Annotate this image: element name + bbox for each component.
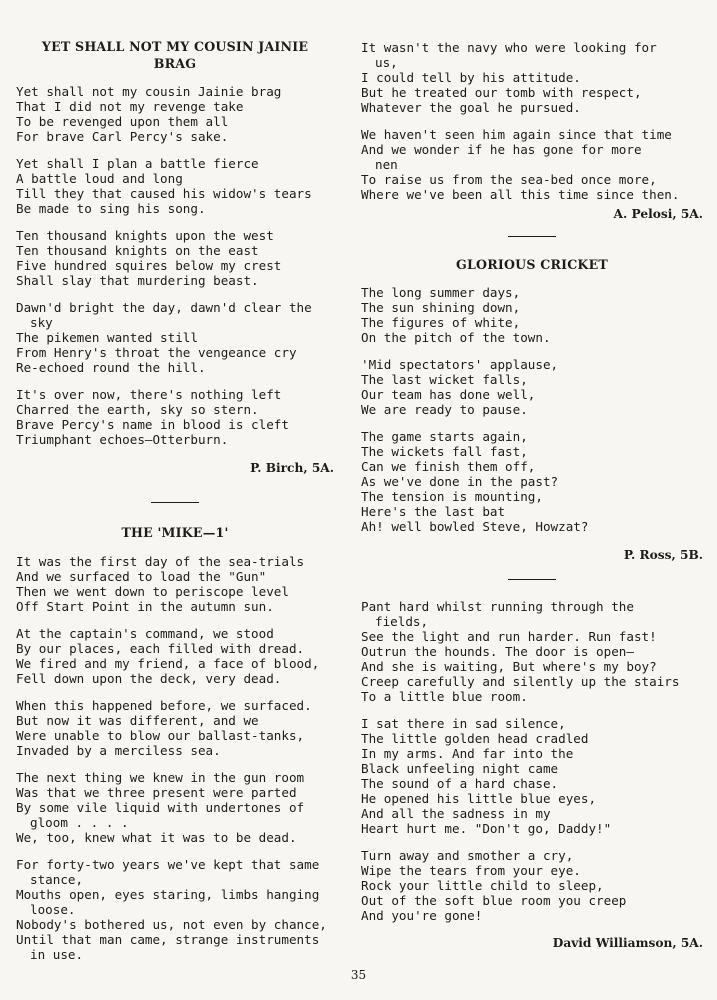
verse-line: Yet shall I plan a battle fierce xyxy=(16,156,259,171)
verse-line: nen xyxy=(375,157,398,172)
verse-line: I sat there in sad silence, xyxy=(361,716,566,731)
verse-line: Rock your little child to sleep, xyxy=(361,878,604,893)
stanza xyxy=(16,698,334,758)
verse-line: To be revenged upon them all xyxy=(16,114,229,129)
poem-title-line: YET SHALL NOT MY COUSIN JAINIE xyxy=(41,39,309,54)
verse-line: As we've done in the past? xyxy=(361,474,559,489)
verse-line: Turn away and smother a cry, xyxy=(361,848,574,863)
verse-line: I could tell by his attitude. xyxy=(361,70,581,85)
verse-line: On the pitch of the town. xyxy=(361,330,551,345)
verse-line: Then we went down to periscope level xyxy=(16,584,289,599)
poem-title: GLORIOUS CRICKET xyxy=(456,257,608,272)
verse-line: It wasn't the navy who were looking for xyxy=(361,40,657,55)
poem-author: P. Birch, 5A. xyxy=(250,461,334,475)
verse-line: Ten thousand knights on the east xyxy=(16,243,259,258)
verse-line: Wipe the tears from your eye. xyxy=(361,863,581,878)
verse-line: He opened his little blue eyes, xyxy=(361,791,597,806)
verse-line: Re-echoed round the hill. xyxy=(16,360,206,375)
verse-line: 'Mid spectators' applause, xyxy=(361,357,559,372)
stanza xyxy=(16,156,334,216)
verse-line: The next thing we knew in the gun room xyxy=(16,770,305,785)
stanza xyxy=(16,770,334,845)
poem-title xyxy=(16,38,334,72)
stanza xyxy=(361,599,703,704)
verse-line: And you're gone! xyxy=(361,908,483,923)
stanza xyxy=(16,84,334,144)
stanza xyxy=(16,554,334,614)
verse-line: Five hundred squires below my crest xyxy=(16,258,282,273)
verse-line: Triumphant echoes—Otterburn. xyxy=(16,432,229,447)
stanza xyxy=(361,127,703,202)
verse-line: Ah! well bowled Steve, Howzat? xyxy=(361,519,589,534)
verse-line: Whatever the goal he pursued. xyxy=(361,100,581,115)
verse-line: But he treated our tomb with respect, xyxy=(361,85,642,100)
verse-line: Heart hurt me. "Don't go, Daddy!" xyxy=(361,821,612,836)
verse-line: A battle loud and long xyxy=(16,171,183,186)
verse-line: Mouths open, eyes staring, limbs hanging xyxy=(16,887,320,902)
verse-line: Pant hard whilst running through the xyxy=(361,599,634,614)
verse-line: fields, xyxy=(375,614,429,629)
verse-line: Was that we three present were parted xyxy=(16,785,297,800)
verse-line: Be made to sing his song. xyxy=(16,201,206,216)
verse-line: And we wonder if he has gone for more xyxy=(361,142,642,157)
right-column xyxy=(361,0,703,951)
verse-line: The tension is mounting, xyxy=(361,489,543,504)
poem-glorious-cricket xyxy=(361,256,703,563)
verse-line: Here's the last bat xyxy=(361,504,506,519)
verse-line: The pikemen wanted still xyxy=(16,330,198,345)
verse-line: The game starts again, xyxy=(361,429,528,444)
verse-line: We haven't seen him again since that time xyxy=(361,127,672,142)
verse-line: Where we've been all this time since then. xyxy=(361,187,680,202)
section-divider xyxy=(151,502,199,503)
stanza xyxy=(361,848,703,923)
poem-mike-1-continued xyxy=(361,40,703,222)
verse-line: Fell down upon the deck, very dead. xyxy=(16,671,282,686)
verse-line: To raise us from the sea-bed once more, xyxy=(361,172,657,187)
stanza xyxy=(16,626,334,686)
verse-line: The little golden head cradled xyxy=(361,731,589,746)
poem-author: A. Pelosi, 5A. xyxy=(613,207,703,221)
verse-line: To a little blue room. xyxy=(361,689,528,704)
verse-line: Shall slay that murdering beast. xyxy=(16,273,259,288)
stanza xyxy=(361,357,703,417)
stanza xyxy=(16,857,334,962)
verse-line: We are ready to pause. xyxy=(361,402,528,417)
verse-line: It's over now, there's nothing left xyxy=(16,387,282,402)
poem-author: P. Ross, 5B. xyxy=(623,548,703,562)
page-number: 35 xyxy=(350,968,367,982)
verse-line: For forty-two years we've kept that same xyxy=(16,857,320,872)
stanza xyxy=(16,228,334,288)
left-column xyxy=(16,0,334,962)
verse-line: stance, xyxy=(30,872,84,887)
poem-title: THE 'MIKE—1' xyxy=(121,525,229,540)
verse-line: And she is waiting, But where's my boy? xyxy=(361,659,657,674)
verse-line: Brave Percy's name in blood is cleft xyxy=(16,417,289,432)
verse-line: Our team has done well, xyxy=(361,387,536,402)
verse-line: sky xyxy=(30,315,53,330)
stanza xyxy=(361,716,703,836)
poem-mike-1 xyxy=(16,524,334,962)
verse-line: Till they that caused his widow's tears xyxy=(16,186,312,201)
stanza xyxy=(361,429,703,534)
poem-author: David Williamson, 5A. xyxy=(552,936,703,950)
verse-line: loose. xyxy=(30,902,76,917)
verse-line: At the captain's command, we stood xyxy=(16,626,274,641)
verse-line: By our places, each filled with dread. xyxy=(16,641,305,656)
verse-line: And we surfaced to load the "Gun" xyxy=(16,569,267,584)
verse-line: The figures of white, xyxy=(361,315,521,330)
verse-line: The wickets fall fast, xyxy=(361,444,528,459)
verse-line: That I did not my revenge take xyxy=(16,99,244,114)
verse-line: The long summer days, xyxy=(361,285,521,300)
verse-line: in use. xyxy=(30,947,84,962)
verse-line: Yet shall not my cousin Jainie brag xyxy=(16,84,282,99)
verse-line: The sound of a hard chase. xyxy=(361,776,559,791)
verse-line: Nobody's bothered us, not even by chance, xyxy=(16,917,327,932)
verse-line: See the light and run harder. Run fast! xyxy=(361,629,657,644)
stanza xyxy=(16,387,334,447)
poem-untitled xyxy=(361,599,703,951)
verse-line: Were unable to blow our ballast-tanks, xyxy=(16,728,305,743)
verse-line: Ten thousand knights upon the west xyxy=(16,228,274,243)
verse-line: Until that man came, strange instruments xyxy=(16,932,320,947)
verse-line: And all the sadness in my xyxy=(361,806,551,821)
section-divider xyxy=(508,236,556,237)
verse-line: For brave Carl Percy's sake. xyxy=(16,129,229,144)
verse-line: When this happened before, we surfaced. xyxy=(16,698,312,713)
verse-line: It was the first day of the sea-trials xyxy=(16,554,305,569)
verse-line: Charred the earth, sky so stern. xyxy=(16,402,259,417)
poem-title-line: BRAG xyxy=(153,56,197,71)
verse-line: Outrun the hounds. The door is open— xyxy=(361,644,634,659)
verse-line: The sun shining down, xyxy=(361,300,521,315)
verse-line: The last wicket falls, xyxy=(361,372,528,387)
verse-line: gloom . . . . xyxy=(30,815,129,830)
stanza xyxy=(361,285,703,345)
stanza xyxy=(16,300,334,375)
verse-line: Black unfeeling night came xyxy=(361,761,559,776)
verse-line: Can we finish them off, xyxy=(361,459,536,474)
verse-line: We, too, knew what it was to be dead. xyxy=(16,830,297,845)
verse-line: Dawn'd bright the day, dawn'd clear the xyxy=(16,300,312,315)
verse-line: In my arms. And far into the xyxy=(361,746,574,761)
verse-line: Off Start Point in the autumn sun. xyxy=(16,599,274,614)
stanza xyxy=(361,40,703,115)
verse-line: By some vile liquid with undertones of xyxy=(16,800,305,815)
verse-line: us, xyxy=(375,55,398,70)
poem-cousin-jainie xyxy=(16,38,334,476)
section-divider xyxy=(508,579,556,580)
verse-line: From Henry's throat the vengeance cry xyxy=(16,345,297,360)
verse-line: Creep carefully and silently up the stairs xyxy=(361,674,680,689)
verse-line: We fired and my friend, a face of blood, xyxy=(16,656,320,671)
verse-line: Out of the soft blue room you creep xyxy=(361,893,627,908)
verse-line: But now it was different, and we xyxy=(16,713,259,728)
verse-line: Invaded by a merciless sea. xyxy=(16,743,221,758)
